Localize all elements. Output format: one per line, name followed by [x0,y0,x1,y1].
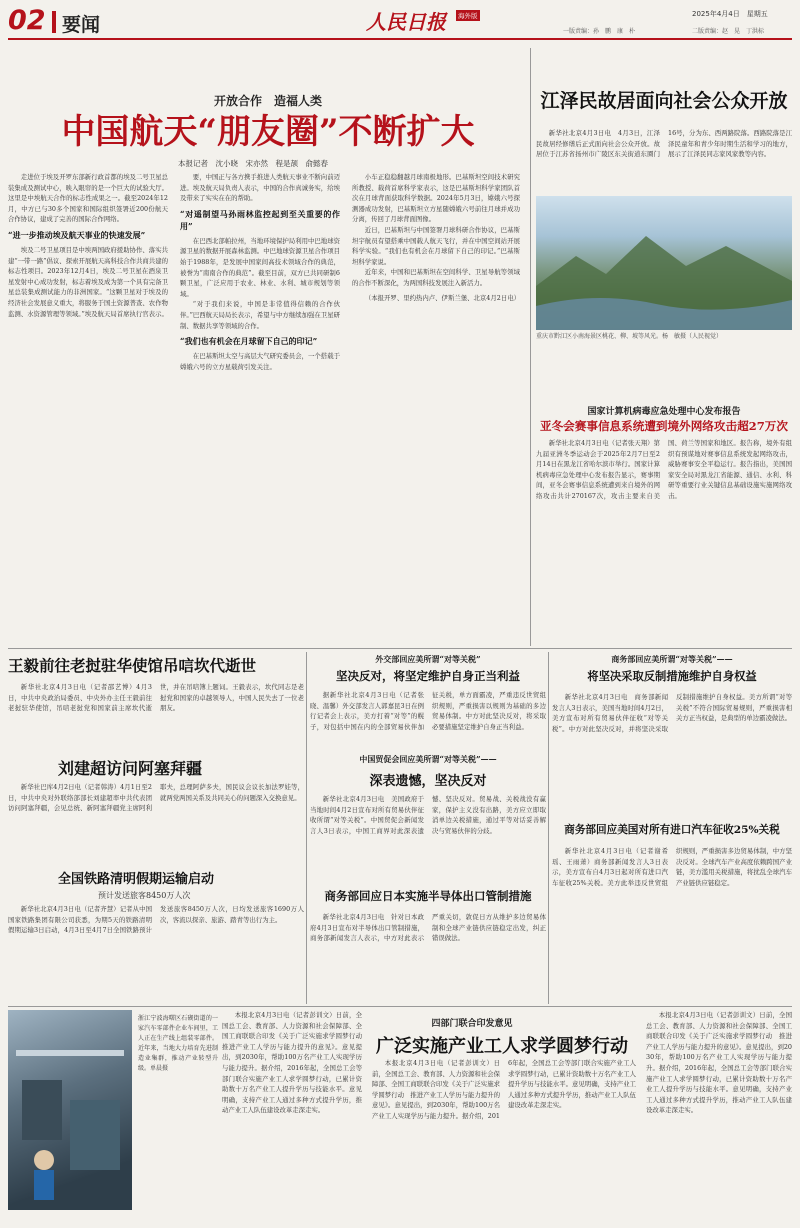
factory-photo [8,1010,132,1210]
logo-tag: 海外版 [458,12,478,20]
lead-article [8,42,528,648]
chip-body [310,912,546,1002]
photo-caption: 重庆市黔江区小南海景区桃花、柳、坡等风光。杨 敏摄（人民视觉） [536,333,723,340]
auto-tariff-article [552,822,792,1004]
lead-dateline: （本报开罗、里约热内卢、伊斯兰堡、北京4月2日电） [364,293,520,302]
issue-date: 2025年4月4日 星期五 [692,10,768,18]
liu-body [8,782,304,864]
rail-article [8,868,304,1004]
jiang-headline: 江泽民故居面向社会公众开放 [540,90,788,112]
section-marker [52,11,56,33]
newspaper-logo: 人民日报 [366,10,446,34]
lead-para: 小车正稳稳翻越月球南极地形。巴基斯坦空间技术研究所教授、载荷首席科学家表示，这是巴基斯坦科学家团队首次在月球背面获取科学数据。2024年5月3日，嫦娥六号探测器成功发射，巴基斯坦立方星随嫦娥六号前往月球并成功分离，传回了月球背面图像。 [352,173,520,224]
wangyi-body [8,682,304,752]
lead-kicker: 开放合作 造福人类 [213,94,322,108]
lead-para: 埃及二号卫星项目是中埃两国政府援助协作、落实共建“一带一路”倡议、探索开展航天高科技合作共商共建的标志性项目。2023年12月4日，埃及二号卫星在酒泉卫星发射中心成功发射，标志着埃及成为第一个具有完备卫星总装集成测试能力的非洲国家。“这颗卫星对于埃及的经济社会发展意义重大，将服务于国土资源普查、农作物监测、水资源管理等领域。”埃及航天局首席执行官表示。 [8,245,168,318]
chip-article [310,888,546,1004]
masthead-rule [8,38,792,40]
mountain-illustration [536,196,792,330]
auto-body [552,846,792,1002]
cyber-para: 新华社北京4月3日电（记者张天翔）第九届亚洲冬季运动会于2025年2月7日至2月14日在黑龙江省哈尔滨市举行。国家计算机病毒应急处理中心发布报告显示，赛事期间，亚冬会赛事信息系统遭到来自境外的网络攻击共计270167次，攻击主要来自美国、荷兰等国家和地区。报告称，境外有组织有预谋地对赛事信息系统发起网络攻击，威胁赛事安全平稳运行。报告指出，美国国家安全局对黑龙江省能源、通信、水利、科研等重要行业关键信息基础设施实施网络攻击。 [536,439,792,500]
page-number: 02 [8,5,46,36]
talent-para: 本报北京4月3日电（记者彭训文）日前，全国总工会、教育部、人力资源和社会保障部、全国工商联联合印发《关于广泛实施求学圆梦行动 推进产业工人学历与能力提升的意见》。意见提出，到2030年，帮助100万名产业工人实现学历与能力提升。据介绍，2016年起，全国总工会等部门联合实施产业工人求学圆梦行动，已累计资助数十万名产业工人提升学历与技能水平。意见明确，支持产业工人通过多种方式提升学历，推动产业工人队伍建设改革走深走实。 [646,1011,792,1115]
section-title: 要闻 [62,14,101,36]
talent-para: 本报北京4月3日电（记者彭训文）日前，全国总工会、教育部、人力资源和社会保障部、全国工商联联合印发《关于广泛实施求学圆梦行动 推进产业工人学历与能力提升的意见》。意见提出，到2030年，帮助100万名产业工人实现学历与能力提升。据介绍，2016年起，全国总工会等部门联合实施产业工人求学圆梦行动，已累计资助数十万名产业工人提升学历与技能水平。意见明确，支持产业工人通过多种方式提升学历，推动产业工人队伍建设改革走深走实。 [372,1059,636,1120]
editors-2: 二版责编：赵 晃 丁洪标 [692,28,765,35]
lead-para: 走进位于埃及开罗东部新行政首都的埃及二号卫星总装集成及测试中心，映入眼帘的是一个巨大的试验大厅。这里是中埃航天合作的标志性成果之一。截至2024年12月，中方已与30多个国家和国际组织签署近200份航天合作协议，建成了完善的国际合作网络。 [8,173,168,224]
mfa-kicker: 外交部回应美所谓“对等关税” [375,654,481,664]
factory-photo-block [8,1010,218,1220]
lead-subhead-1: “进一步推动埃及航天事业的快速发展” [8,229,146,240]
counter-kicker: 商务部回应美所谓“对等关税”—— [611,654,733,664]
lead-para: 近年来，中国和巴基斯坦在空间科学、卫星导航等领域的合作不断深化，为两国科技发展注入新活力。 [352,268,520,287]
counter-headline: 将坚决采取反制措施维护自身权益 [587,669,757,683]
rail-headline: 全国铁路清明假期运输启动 [58,872,215,887]
lead-para: 在巴基斯坦太空与高层大气研究委员会，一个搭载于嫦娥六号的立方星载荷引发关注。 [180,352,340,371]
rail-subhead: 预计发送旅客8450万人次 [98,891,191,900]
jiang-body [536,128,792,188]
talent-col-2 [372,1058,636,1220]
chip-headline: 商务部回应日本实施半导体出口管制措施 [324,889,532,903]
wangyi-para: 新华社北京4月3日电（记者邵艺博）4月3日，中共中央政治局委员、中央外办主任王毅前往老挝驻华使馆，吊唁老挝党和国家前主席坎代逝世，并在吊唁簿上题词。王毅表示，坎代同志是老挝党和国家的卓越领导人，中国人民失去了一位老朋友。 [8,683,304,713]
wangyi-article [8,652,304,754]
factory-illustration [8,1010,132,1210]
ccpit-kicker: 中国贸促会回应美所谓“对等关税”—— [359,754,497,764]
counter-para: 新华社北京4月3日电 商务部新闻发言人3日表示，美国当地时间4月2日，美方宣布对所有贸易伙伴征收“对等关税”。中方对此坚决反对，并将坚决采取反制措施维护自身权益。美方所谓“对等关税”不符合国际贸易规则，严重损害相关方正当权益，是典型的单边霸凌做法。 [552,693,792,733]
talent-kicker: 四部门联合印发意见 [431,1019,513,1029]
mfa-headline: 坚决反对，将坚定维护自身正当利益 [336,669,520,683]
ccpit-body [310,794,546,882]
chip-para: 新华社北京4月3日电 针对日本政府4月3日宣布对半导体出口管制措施，商务部新闻发言人表示，中方对此表示严重关切，敦促日方从维护多边贸易体制和全球产业链供应链稳定出发，纠正错误做法。 [310,913,546,943]
talent-col-3 [646,1010,792,1220]
wangyi-headline: 王毅前往老挝驻华使馆吊唁坎代逝世 [8,656,257,675]
factory-photo-caption: 浙江宁波海曙区石碶街道的一家汽车零部件企业车间里，工人正在生产线上组装零部件。近年来，当地大力培育先进制造业集群，推动产业转型升级。单晨摄 [138,1015,218,1072]
jiang-para: 新华社北京4月3日电 4月3日，江泽民故居经修缮后正式面向社会公众开放。故居位于江苏省扬州市广陵区东关街道东圈门16号，分为东、西两路院落。西路院落是江泽民童年和青少年时期生活和学习的地方，展示了江泽民同志家风家教等内容。 [536,129,792,159]
lead-para: 要，中国正与各方携手推进人类航天事业不断向前迈进。埃及航天局负责人表示，中国的合作真诚务实，给埃及带来了实实在在的帮助。 [180,173,340,203]
liu-article [8,756,304,866]
cyber-kicker: 国家计算机病毒应急处理中心发布报告 [587,407,741,417]
cyberattack-article [536,352,792,646]
ccpit-para: 新华社北京4月3日电 美国政府于当地时间4月2日宣布对所有贸易伙伴征收所谓“对等关税”。中国贸促会新闻发言人3日表示，中国工商界对此深表遗憾、坚决反对。贸易战、关税战没有赢家，保护主义没有出路，美方应立即取消单边关税措施，通过平等对话妥善解决与贸易伙伴的分歧。 [310,795,546,835]
ccpit-headline: 深表遗憾，坚决反对 [369,774,487,789]
lead-para: “对于我们来说，中国是非常值得信赖的合作伙伴。”巴西航天局局长表示，希望与中方继续加强在卫星研制、数据共享等领域的合作。 [180,300,340,330]
talent-article [222,1010,792,1222]
landscape-photo [536,196,792,330]
lead-headline: 中国航天“朋友圈”不断扩大 [61,112,475,152]
talent-col-1 [222,1010,369,1220]
mfa-article [310,652,546,752]
talent-para: 本报北京4月3日电（记者彭训文）日前，全国总工会、教育部、人力资源和社会保障部、全国工商联联合印发《关于广泛实施求学圆梦行动 推进产业工人学历与能力提升的意见》。意见提出，到2030年，帮助100万名产业工人实现学历与能力提升。据介绍，2016年起，全国总工会等部门联合实施产业工人求学圆梦行动，已累计资助数十万名产业工人提升学历与技能水平。意见明确，支持产业工人通过多种方式提升学历，推动产业工人队伍建设改革走深走实。 [222,1011,369,1115]
ccpit-article [310,754,546,884]
lead-para: 在巴西北部帕拉州，当地环境保护局利用中巴地球资源卫星的数据开展森林监测。中巴地球资源卫星合作项目始于1988年，是发展中国家间高技术领域合作的典范，被誉为“南南合作的典范”。截至目前，双方已共同研制6颗卫星，广泛应用于农业、林业、水利、城市规划等领域。 [180,236,340,298]
lead-col-1 [8,172,168,642]
lead-para: 近日，巴基斯坦与中国签署月球科研合作协议，巴基斯坦宇航员有望搭乘中国载人航天飞行，并在中国空间站开展科学实验。“我们也有机会在月球留下自己的印记。”巴基斯坦科学家说。 [352,225,520,266]
liu-headline: 刘建超访问阿塞拜疆 [58,759,203,778]
auto-para: 新华社北京4月3日电（记者谢希瑶、王雨萧）商务部新闻发言人3日表示，美方宣布自4月3日起对所有进口汽车征收25%关税。美方此举违反世贸组织规则，严重损害多边贸易体制，中方坚决反对。全球汽车产业高度依赖跨国产业链，美方滥用关税措施，将扰乱全球汽车产业链供应链稳定。 [552,847,792,887]
lead-byline: 本报记者 沈小晓 宋亦然 程是颉 俞懿春 [178,159,328,168]
editors-1: 一版责编：孙 鹏 康 朴 [563,28,636,35]
liu-para: 新华社巴库4月2日电（记者韩涛）4月1日至2日，中共中央对外联络部部长刘建超率中共代表团访问阿塞拜疆，会见总统、新阿塞拜疆党主席阿利耶夫，总理阿萨多夫，国民议会议长加法罗娃等，就两党两国关系及共同关心的问题深入交换意见。 [8,783,304,813]
countermeasure-article [552,652,792,812]
lead-subhead-2: “对遥制望马孙雨林监控起到至关重要的作用” [180,208,340,231]
lead-subhead-3: “我们也有机会在月球留下自己的印记” [180,336,318,347]
cyber-body [536,438,792,638]
rail-body [8,904,304,1002]
lead-col-2 [180,172,340,642]
jiang-article [536,48,792,348]
counter-body [552,692,792,810]
masthead [8,6,792,40]
lead-col-3 [352,172,520,642]
mfa-para: 据新华社北京4月3日电（记者张晓、温馨）外交部发言人郭嘉昆3日在例行记者会上表示，美方打着“对等”的幌子，对包括中国在内的全部贸易伙伴加征关税，单方面霸凌，严重违反世贸组织规则，严重损害以规则为基础的多边贸易体制。中方对此坚决反对，将采取必要措施坚定维护自身正当利益。 [310,691,546,731]
talent-headline: 广泛实施产业工人求学圆梦行动 [376,1036,628,1057]
rail-para: 新华社北京4月3日电（记者齐慧）记者从中国国家铁路集团有限公司获悉，为期5天的铁路清明假期运输3日启动，4月3日至4月7日全国铁路预计发送旅客8450万人次，日均发送旅客1690万人次，客流以探亲、旅游、踏青等出行为主。 [8,905,304,935]
mfa-body [310,690,546,752]
cyber-headline: 亚冬会赛事信息系统遭到境外网络攻击超27万次 [539,419,788,433]
auto-headline: 商务部回应美国对所有进口汽车征收25%关税 [564,824,780,836]
